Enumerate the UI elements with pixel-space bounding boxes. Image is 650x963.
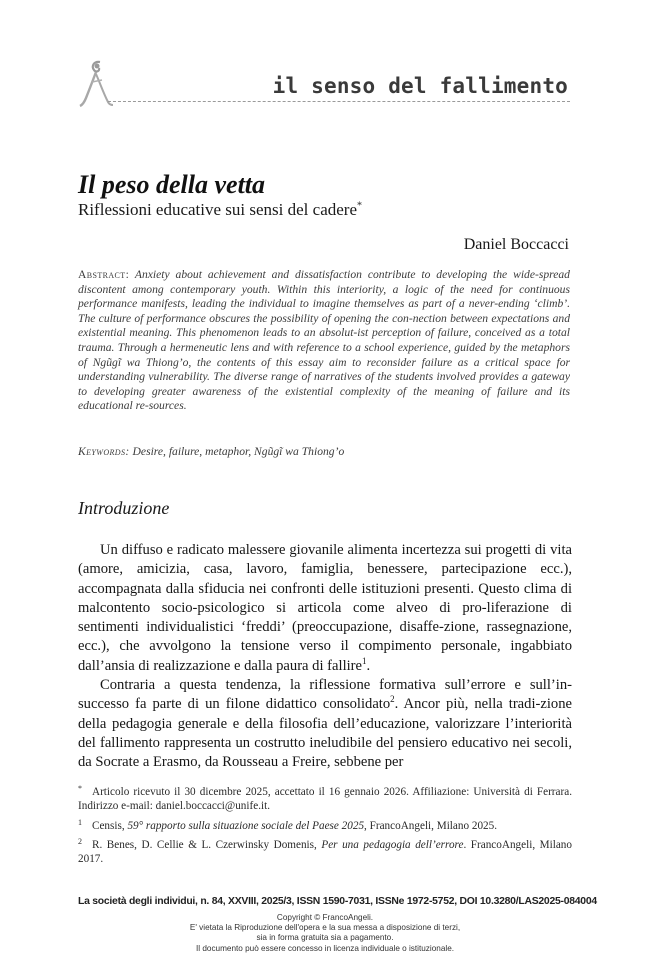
subtitle-footnote-mark[interactable]: * [357,200,362,212]
journal-reference: La società degli individui, n. 84, XXVIII, 2025/3, ISSN 1590-7031, ISSNe 1972-5752, DOI 10.3280/LAS2025-084004 [78,896,597,907]
footnotes [78,782,572,868]
article-title: Il peso della vetta [78,170,266,199]
keywords-label: Keywords: [78,445,130,458]
keywords-text: Desire, failure, metaphor, Ngũgĩ wa Thiong’o [132,445,345,458]
footnote-ref[interactable]: 1 [362,655,367,666]
keywords [78,445,344,458]
copyright-line: sia in forma gratuita sia a pagamento. [256,933,394,943]
footnote-title: Per una pedagogia dell’errore [321,838,464,851]
paragraph-text: Un diffuso e radicato malessere giovanile alimenta incertezza sui progetti di vita (amore, amicizia, casa, lavoro, famiglia, benessere, partecipazione ecc.), accompagnata dalla sfiducia nei confronti delle istituzioni presenti. Questo clima di malcontento socio-psicologico si articola come alveo di pro-liferazione di sentimenti individualistici ‘freddi’ (preoccupazione, disaffe-zione, rassegnazione, ecc.), che avvolgono la tensione verso il compimento personale, ingabbiato dall’ansia di realizzazione e dalla paura di fallire [78,542,572,674]
abstract-label: Abstract: [78,268,130,281]
paragraph-text: . [366,657,371,674]
footnote-2 [78,835,572,867]
footnote-mark: 2 [78,836,82,846]
body-text [78,541,572,773]
section-heading: Introduzione [78,498,170,518]
copyright-line: Copyright © FrancoAngeli. [276,913,374,922]
footnote-title: 59° rapporto sulla situazione sociale del Paese 2025 [127,819,365,832]
abstract-text: Anxiety about achievement and dissatisfaction contribute to developing the wide-spread discontent among contemporary youth. Within this interiority, a logic of the need for continuous performance manifests, leading the individual to imagine themselves as part of a never-ending ‘climb’. The culture of performance obscures the possibility of opening the con-nection between expectations and existential meaning. This phenomenon leads to an absolut-ist perception of failure, conceived as a total trauma. Through a hermeneutic lens and with reference to a school experience, guided by the metaphors of Ngũgĩ wa Thiong’o, the contents of this essay aim to reconsider failure as a critical space for understanding vulnerability. The diverse range of narratives of the students involved provides a gateway to developing greater awareness of the existential complexity of the meaning of failure and its educational re-sources. [78,268,570,413]
subtitle-text: Riflessioni educative sui sensi del cadere [78,200,357,219]
footnote-text: Censis, [92,819,128,832]
footnote-text: , FrancoAngeli, Milano 2025. [364,819,498,832]
copyright-line: Il documento può essere concesso in licenza individuale o istituzionale. [195,943,455,953]
paragraph [78,676,572,772]
abstract [78,268,570,414]
footnote-mark: 1 [78,817,82,827]
copyright-notice [0,913,650,954]
footnote-text: R. Benes, D. Cellie & L. Czerwinsky Domenis, [92,838,322,851]
article-subtitle [78,200,362,220]
copyright-line: E' vietata la Riproduzione dell'opera e la sua messa a disposizione di terzi, [189,923,461,933]
journal-logo-figure [78,58,116,110]
running-title: il senso del fallimento [272,74,568,98]
footnote-star [78,782,572,814]
footnote-text: . FrancoAngeli, Milano 2017. [78,838,572,866]
footnote-ref[interactable]: 2 [390,694,395,705]
footnote-mark: * [78,784,82,793]
footnote-1 [78,816,572,833]
paragraph [78,541,572,676]
footnote-text: Articolo ricevuto il 30 dicembre 2025, accettato il 16 gennaio 2026. Affiliazione: Università di Ferrara. Indirizzo e-mail: daniel.boccacci@unife.it. [78,786,572,813]
author-name: Daniel Boccacci [463,236,569,253]
paragraph-text: Contraria a questa tendenza, la riflessione formativa sull’errore e sull’in-successo fa parte di un filone didattico consolidato [78,677,572,713]
header-rule [108,101,570,102]
paragraph-text: . Ancor più, nella tradi-zione della pedagogia generale e della filosofia dell’educazione, valorizzare l’interiorità del fallimento rappresenta un costrutto ineludibile del pensiero educativo nei secoli, da Socrate a Erasmo, da Rousseau a Freire, sebbene per [78,696,572,771]
